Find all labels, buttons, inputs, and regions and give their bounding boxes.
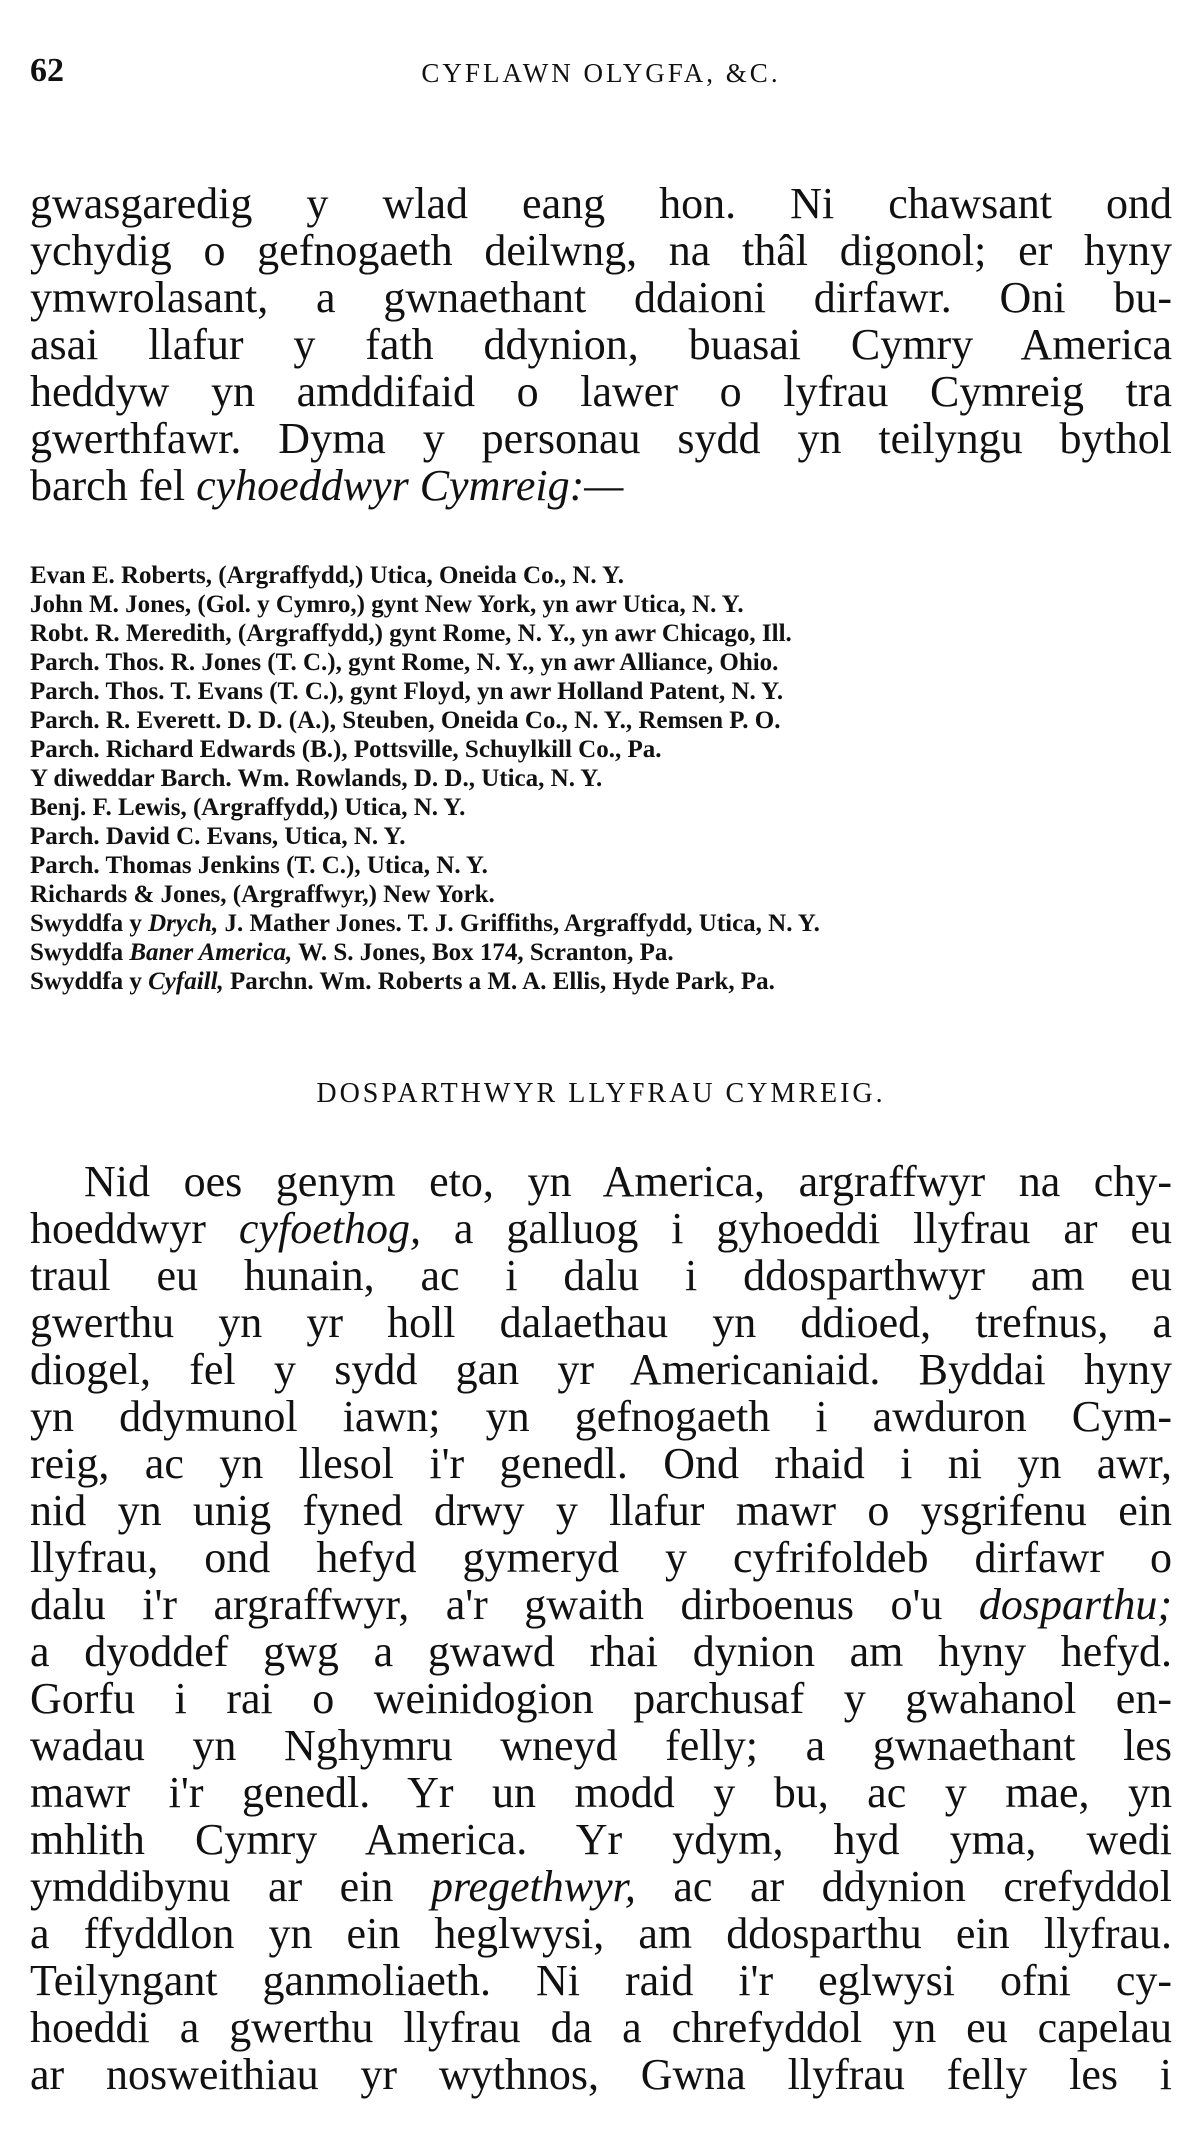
text-line: [30, 1581, 1172, 1628]
publisher-entry: John M. Jones, (Gol. y Cymro,) gynt New York, yn awr Utica, N. Y.: [30, 591, 744, 618]
text-fragment: Swyddfa: [30, 939, 130, 966]
text-line: gwerthu yn yr holl dalaethau yn ddioed, trefnus, a: [30, 1298, 1172, 1347]
publishers-list: [30, 561, 1172, 996]
text-fragment: Swyddfa y: [30, 968, 149, 995]
text-fragment: ac ar ddynion crefyddol: [635, 1862, 1172, 1911]
italic-phrase: dosparthu;: [978, 1580, 1172, 1629]
text-line: [30, 1205, 1172, 1252]
text-fragment: hoeddwyr: [30, 1204, 239, 1253]
text-line: [30, 462, 1172, 509]
text-line: ymwrolasant, a gwnaethant ddaioni dirfawr. Oni bu-: [30, 273, 1172, 322]
text-line: a dyoddef gwg a gwawd rhai dynion am hyny hefyd.: [30, 1627, 1172, 1676]
text-line: heddyw yn amddifaid o lawer o lyfrau Cymreig tra: [30, 367, 1172, 416]
office-entry: [30, 938, 1172, 967]
text-line: gwasgaredig y wlad eang hon. Ni chawsant ond: [30, 179, 1172, 228]
publisher-entry: Parch. David C. Evans, Utica, N. Y.: [30, 823, 406, 850]
text-line: asai llafur y fath ddynion, buasai Cymry America: [30, 320, 1172, 369]
page-number: 62: [30, 52, 64, 89]
paragraph-distributors: [30, 1158, 1172, 2098]
office-entry: [30, 967, 1172, 996]
paragraph-intro: [30, 180, 1172, 509]
publisher-entry: Parch. R. Everett. D. D. (A.), Steuben, Oneida Co., N. Y., Remsen P. O.: [30, 707, 781, 734]
publisher-entry: Benj. F. Lewis, (Argraffydd,) Utica, N. Y.: [30, 794, 466, 821]
text-line: Teilyngant ganmoliaeth. Ni raid i'r eglwysi ofni cy-: [30, 1956, 1172, 2005]
running-head: [30, 30, 1172, 90]
text-fragment: Swyddfa y: [30, 910, 149, 937]
text-fragment: barch fel: [30, 461, 197, 510]
italic-phrase: Baner America,: [129, 939, 293, 966]
italic-phrase: Cyfaill,: [148, 968, 224, 995]
italic-phrase: pregethwyr,: [430, 1862, 636, 1911]
publisher-entry: Parch. Richard Edwards (B.), Pottsville, Schuylkill Co., Pa.: [30, 736, 662, 763]
text-line: Gorfu i rai o weinidogion parchusaf y gwahanol en-: [30, 1674, 1172, 1723]
office-entry: [30, 909, 1172, 938]
text-line: yn ddymunol iawn; yn gefnogaeth i awduron Cym-: [30, 1392, 1172, 1441]
italic-phrase: Drych,: [148, 910, 219, 937]
text-fragment: J. Mather Jones. T. J. Griffiths, Argraffydd, Utica, N. Y.: [218, 910, 820, 937]
text-line: hoeddi a gwerthu llyfrau da a chrefyddol yn eu capelau: [30, 2003, 1172, 2052]
text-line: traul eu hunain, ac i dalu i ddosparthwyr am eu: [30, 1251, 1172, 1300]
text-line: a ffyddlon yn ein heglwysi, am ddosparthu ein llyfrau.: [30, 1909, 1172, 1958]
running-title: CYFLAWN OLYGFA, &C.: [421, 58, 781, 88]
book-page: [30, 30, 1172, 2098]
text-fragment: W. S. Jones, Box 174, Scranton, Pa.: [292, 939, 674, 966]
text-line: [30, 1863, 1172, 1910]
publisher-entry: Richards & Jones, (Argraffwyr,) New York.: [30, 881, 495, 908]
text-line: mawr i'r genedl. Yr un modd y bu, ac y mae, yn: [30, 1768, 1172, 1817]
text-line: diogel, fel y sydd gan yr Americaniaid. Byddai hyny: [30, 1345, 1172, 1394]
text-fragment: ymddibynu ar ein: [30, 1862, 431, 1911]
text-line: wadau yn Nghymru wneyd felly; a gwnaethant les: [30, 1721, 1172, 1770]
section-heading: DOSPARTHWYR LLYFRAU CYMREIG.: [316, 1078, 886, 1109]
publisher-entry: Evan E. Roberts, (Argraffydd,) Utica, Oneida Co., N. Y.: [30, 562, 624, 589]
italic-phrase: cyhoeddwyr Cymreig:—: [196, 461, 624, 510]
text-line: mhlith Cymry America. Yr ydym, hyd yma, wedi: [30, 1815, 1172, 1864]
text-line: Nid oes genym eto, yn America, argraffwyr na chy-: [84, 1157, 1172, 1206]
text-fragment: Parchn. Wm. Roberts a M. A. Ellis, Hyde Park, Pa.: [223, 968, 775, 995]
publisher-entry: Robt. R. Meredith, (Argraffydd,) gynt Rome, N. Y., yn awr Chicago, Ill.: [30, 620, 792, 647]
text-line: nid yn unig fyned drwy y llafur mawr o ysgrifenu ein: [30, 1486, 1172, 1535]
text-line: llyfrau, ond hefyd gymeryd y cyfrifoldeb dirfawr o: [30, 1533, 1172, 1582]
publisher-entry: Parch. Thomas Jenkins (T. C.), Utica, N. Y.: [30, 852, 488, 879]
italic-phrase: cyfoethog,: [238, 1204, 421, 1253]
text-fragment: a galluog i gyhoeddi llyfrau ar eu: [420, 1204, 1172, 1253]
publisher-entry: Parch. Thos. R. Jones (T. C.), gynt Rome, N. Y., yn awr Alliance, Ohio.: [30, 649, 779, 676]
text-line: gwerthfawr. Dyma y personau sydd yn teilyngu bythol: [30, 414, 1172, 463]
text-line: ychydig o gefnogaeth deilwng, na thâl digonol; er hyny: [30, 226, 1172, 275]
publisher-entry: Parch. Thos. T. Evans (T. C.), gynt Floyd, yn awr Holland Patent, N. Y.: [30, 678, 784, 705]
text-line: reig, ac yn llesol i'r genedl. Ond rhaid i ni yn awr,: [30, 1439, 1172, 1488]
text-fragment: dalu i'r argraffwyr, a'r gwaith dirboenus o'u: [30, 1580, 979, 1629]
publisher-entry: Y diweddar Barch. Wm. Rowlands, D. D., Utica, N. Y.: [30, 765, 603, 792]
text-line: ar nosweithiau yr wythnos, Gwna llyfrau felly les i: [30, 2050, 1172, 2099]
